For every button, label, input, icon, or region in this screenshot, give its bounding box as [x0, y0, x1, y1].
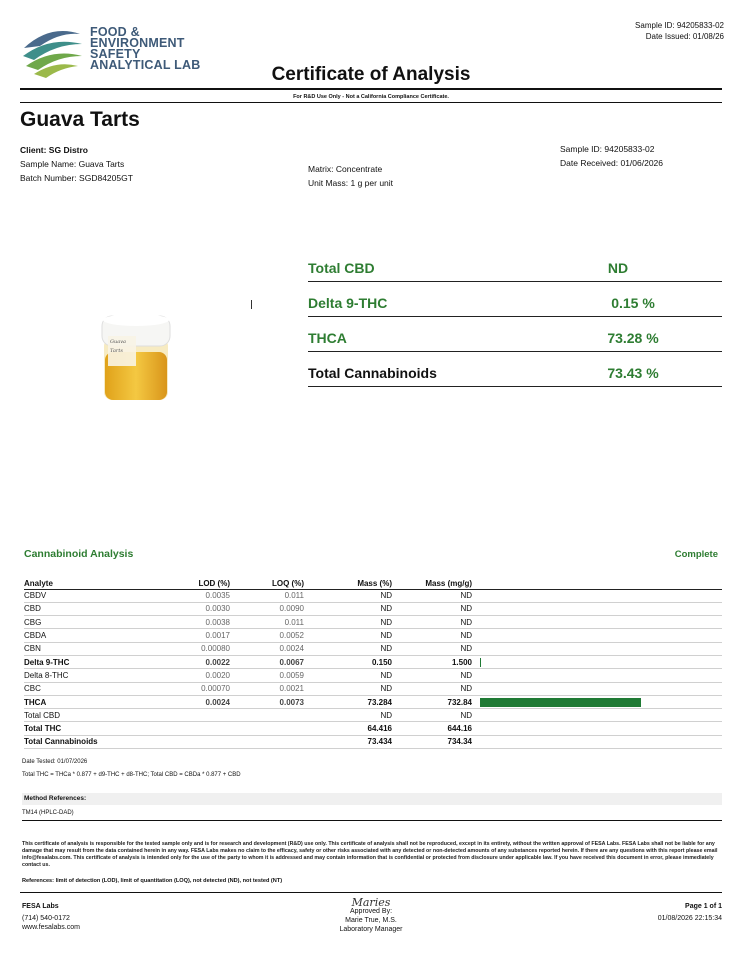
cell-analyte: Delta 9-THC	[24, 655, 144, 668]
col-lod: LOD (%)	[144, 578, 230, 589]
cell-analyte: CBDA	[24, 629, 144, 642]
col-loq: LOQ (%)	[230, 578, 304, 589]
col-bar	[472, 578, 722, 589]
date-received: Date Received: 01/06/2026	[560, 158, 664, 168]
cell-mass-mg: 644.16	[392, 722, 472, 735]
summary-label: THCA	[308, 330, 347, 346]
cell-mass-mg: ND	[392, 589, 472, 602]
summary-row-thca	[308, 317, 722, 352]
photo-artifact	[251, 300, 252, 309]
report-timestamp: 01/08/2026 22:15:34	[657, 915, 722, 922]
table-row	[24, 722, 722, 735]
cell-loq: 0.011	[230, 616, 304, 629]
cell-mass-mg: 1.500	[392, 655, 472, 668]
cell-analyte: THCA	[24, 695, 144, 708]
lab-name-line: FOOD &	[90, 25, 140, 39]
summary-value: ND	[607, 260, 629, 276]
cell-mass-pct: ND	[304, 589, 392, 602]
cell-analyte: CBN	[24, 642, 144, 655]
cell-analyte: CBC	[24, 682, 144, 695]
references-note	[22, 878, 282, 884]
cell-lod	[144, 735, 230, 748]
cell-mass-mg: ND	[392, 602, 472, 615]
cell-analyte: Delta 8-THC	[24, 669, 144, 682]
cell-bar	[472, 602, 722, 615]
cell-mass-mg: ND	[392, 616, 472, 629]
table-body	[24, 589, 722, 749]
footer-lab-name: FESA Labs	[22, 903, 59, 910]
cell-bar	[472, 616, 722, 629]
cell-mass-pct: ND	[304, 682, 392, 695]
cell-analyte: CBD	[24, 602, 144, 615]
summary-value: 73.28 %	[607, 330, 659, 346]
cell-loq: 0.0021	[230, 682, 304, 695]
analysis-status: Complete	[674, 549, 718, 560]
approver-name: Marie True, M.S.	[345, 917, 397, 924]
cell-loq: 0.011	[230, 589, 304, 602]
footer-website: www.fesalabs.com	[22, 924, 80, 931]
table-row	[24, 695, 722, 708]
matrix: Matrix: Concentrate	[308, 164, 383, 174]
cell-lod	[144, 709, 230, 722]
table-row	[24, 602, 722, 615]
summary-value: 73.43 %	[607, 365, 659, 381]
signature: Maries	[351, 896, 391, 909]
cell-bar	[472, 589, 722, 602]
table-row	[24, 735, 722, 748]
cell-bar	[472, 735, 722, 748]
cell-loq: 0.0073	[230, 695, 304, 708]
cell-lod: 0.00080	[144, 642, 230, 655]
table-row	[24, 709, 722, 722]
footer-rule	[20, 892, 722, 893]
method-references-body: TM14 (HPLC-DAD)	[22, 810, 74, 816]
cell-bar	[472, 682, 722, 695]
rnd-rule	[20, 102, 722, 103]
cell-mass-pct: ND	[304, 669, 392, 682]
header-meta	[635, 20, 724, 42]
cell-lod	[144, 722, 230, 735]
cell-bar	[472, 695, 722, 708]
cell-loq: 0.0067	[230, 655, 304, 668]
approver-title: Laboratory Manager	[339, 926, 403, 933]
title-rule	[20, 88, 722, 90]
cell-mass-pct: ND	[304, 709, 392, 722]
table-row	[24, 616, 722, 629]
sample-info-right	[560, 142, 663, 170]
cell-loq	[230, 709, 304, 722]
table-row	[24, 669, 722, 682]
cell-bar	[472, 655, 722, 668]
mass-bar	[480, 698, 641, 707]
cell-bar	[472, 669, 722, 682]
cell-analyte: Total CBD	[24, 709, 144, 722]
table-row	[24, 629, 722, 642]
cell-bar	[472, 629, 722, 642]
cell-mass-pct: 73.434	[304, 735, 392, 748]
summary-row-total-cannabinoids	[308, 352, 722, 387]
summary-row-delta9	[308, 282, 722, 317]
header-date-issued: Date Issued: 01/08/26	[645, 32, 724, 41]
cell-mass-pct: 0.150	[304, 655, 392, 668]
table-header-row	[24, 578, 722, 589]
summary-value: 0.15 %	[611, 295, 655, 311]
header-sample-id: Sample ID: 94205833-02	[635, 21, 724, 30]
cell-mass-pct: 73.284	[304, 695, 392, 708]
footer-page-info	[658, 902, 722, 923]
cell-loq: 0.0090	[230, 602, 304, 615]
summary-label: Total Cannabinoids	[308, 365, 437, 381]
method-references-heading: Method References:	[22, 793, 722, 805]
formula-note: Total THC = THCa * 0.877 + d9-THC + d8-THC; Total CBD = CBDa * 0.877 + CBD	[22, 772, 241, 778]
lab-name-line: ANALYTICAL LAB	[90, 58, 201, 72]
cell-analyte: CBDV	[24, 589, 144, 602]
cell-mass-mg: 734.34	[392, 735, 472, 748]
cell-lod: 0.0035	[144, 589, 230, 602]
table-row	[24, 642, 722, 655]
sample-photo	[96, 310, 176, 406]
summary-row-total-cbd	[308, 247, 722, 282]
date-tested: Date Tested: 01/07/2026	[22, 759, 88, 765]
cell-mass-mg: ND	[392, 709, 472, 722]
cell-loq	[230, 722, 304, 735]
cell-lod: 0.0022	[144, 655, 230, 668]
summary-label: Total CBD	[308, 260, 375, 276]
col-mass-mg: Mass (mg/g)	[392, 578, 472, 589]
cell-mass-mg: ND	[392, 642, 472, 655]
page-title: Certificate of Analysis	[271, 64, 471, 85]
col-analyte: Analyte	[24, 578, 144, 589]
jar-label: Guava Tarts	[110, 339, 127, 354]
cell-mass-mg: ND	[392, 682, 472, 695]
client-name: Client: SG Distro	[20, 145, 89, 155]
cell-loq: 0.0052	[230, 629, 304, 642]
cell-analyte: Total Cannabinoids	[24, 735, 144, 748]
batch-number: Batch Number: SGD84205GT	[20, 173, 133, 183]
sample-name: Sample Name: Guava Tarts	[20, 159, 125, 169]
col-mass-pct: Mass (%)	[304, 578, 392, 589]
cell-bar	[472, 642, 722, 655]
cell-mass-pct: ND	[304, 642, 392, 655]
unit-mass: Unit Mass: 1 g per unit	[308, 178, 394, 188]
table-row	[24, 589, 722, 602]
references-text: References: limit of detection (LOD), limit of quantitation (LOQ), not detected (ND), not tested (NT)	[22, 878, 283, 884]
footer-phone: (714) 540-0172	[22, 915, 70, 922]
cell-loq	[230, 735, 304, 748]
analysis-title: Cannabinoid Analysis	[24, 548, 134, 560]
summary-label: Delta 9-THC	[308, 295, 388, 311]
cell-loq: 0.0024	[230, 642, 304, 655]
table-row	[24, 655, 722, 668]
cell-mass-mg: ND	[392, 629, 472, 642]
product-name: Guava Tarts	[20, 108, 140, 131]
cell-analyte: CBG	[24, 616, 144, 629]
approved-by-label: Approved By:	[349, 908, 393, 915]
sample-info-mid	[308, 162, 393, 190]
cell-mass-mg: 732.84	[392, 695, 472, 708]
cell-mass-pct: 64.416	[304, 722, 392, 735]
sample-id: Sample ID: 94205833-02	[560, 144, 655, 154]
disclaimer: This certificate of analysis is responsible for the tested sample only and is for research and development (R&D) use only. This certificate of analysis shall not be reproduced, except in its entirety, without the written approval of FESA Labs. FESA Labs shall not be liable for any damage that may result from the data contained herein in any way. FESA Labs makes no claim to the efficacy, safety or other risks associated with any detected or non-detected amounts of any substances reported herein. If there are any questions with this report please email info@fesalabs.com. This certificate of analysis is intended only for the use of the party to whom it is addressed and may contain information that is confidential or protected from disclosure under applicable law. If you have received this document in error, please immediately contact us.	[22, 841, 718, 868]
cell-lod: 0.0020	[144, 669, 230, 682]
cell-lod: 0.0030	[144, 602, 230, 615]
cell-mass-pct: ND	[304, 629, 392, 642]
cell-mass-pct: ND	[304, 602, 392, 615]
footer-approval	[0, 898, 742, 934]
cannabinoid-table	[24, 578, 722, 749]
cell-analyte: Total THC	[24, 722, 144, 735]
sample-jar-image	[96, 310, 176, 406]
cell-bar	[472, 722, 722, 735]
cell-loq: 0.0059	[230, 669, 304, 682]
rnd-note: For R&D Use Only - Not a California Compliance Certificate.	[293, 94, 449, 100]
cell-lod: 0.00070	[144, 682, 230, 695]
cell-mass-pct: ND	[304, 616, 392, 629]
sample-info-left	[20, 143, 133, 185]
table-row	[24, 682, 722, 695]
mass-bar	[480, 658, 481, 667]
cell-lod: 0.0017	[144, 629, 230, 642]
lab-name-line: ENVIRONMENT	[90, 36, 185, 50]
cell-bar	[472, 709, 722, 722]
method-rule	[22, 820, 722, 821]
cell-lod: 0.0038	[144, 616, 230, 629]
cell-mass-mg: ND	[392, 669, 472, 682]
cell-lod: 0.0024	[144, 695, 230, 708]
lab-name-line: SAFETY	[90, 47, 141, 61]
page-number: Page 1 of 1	[685, 903, 722, 910]
